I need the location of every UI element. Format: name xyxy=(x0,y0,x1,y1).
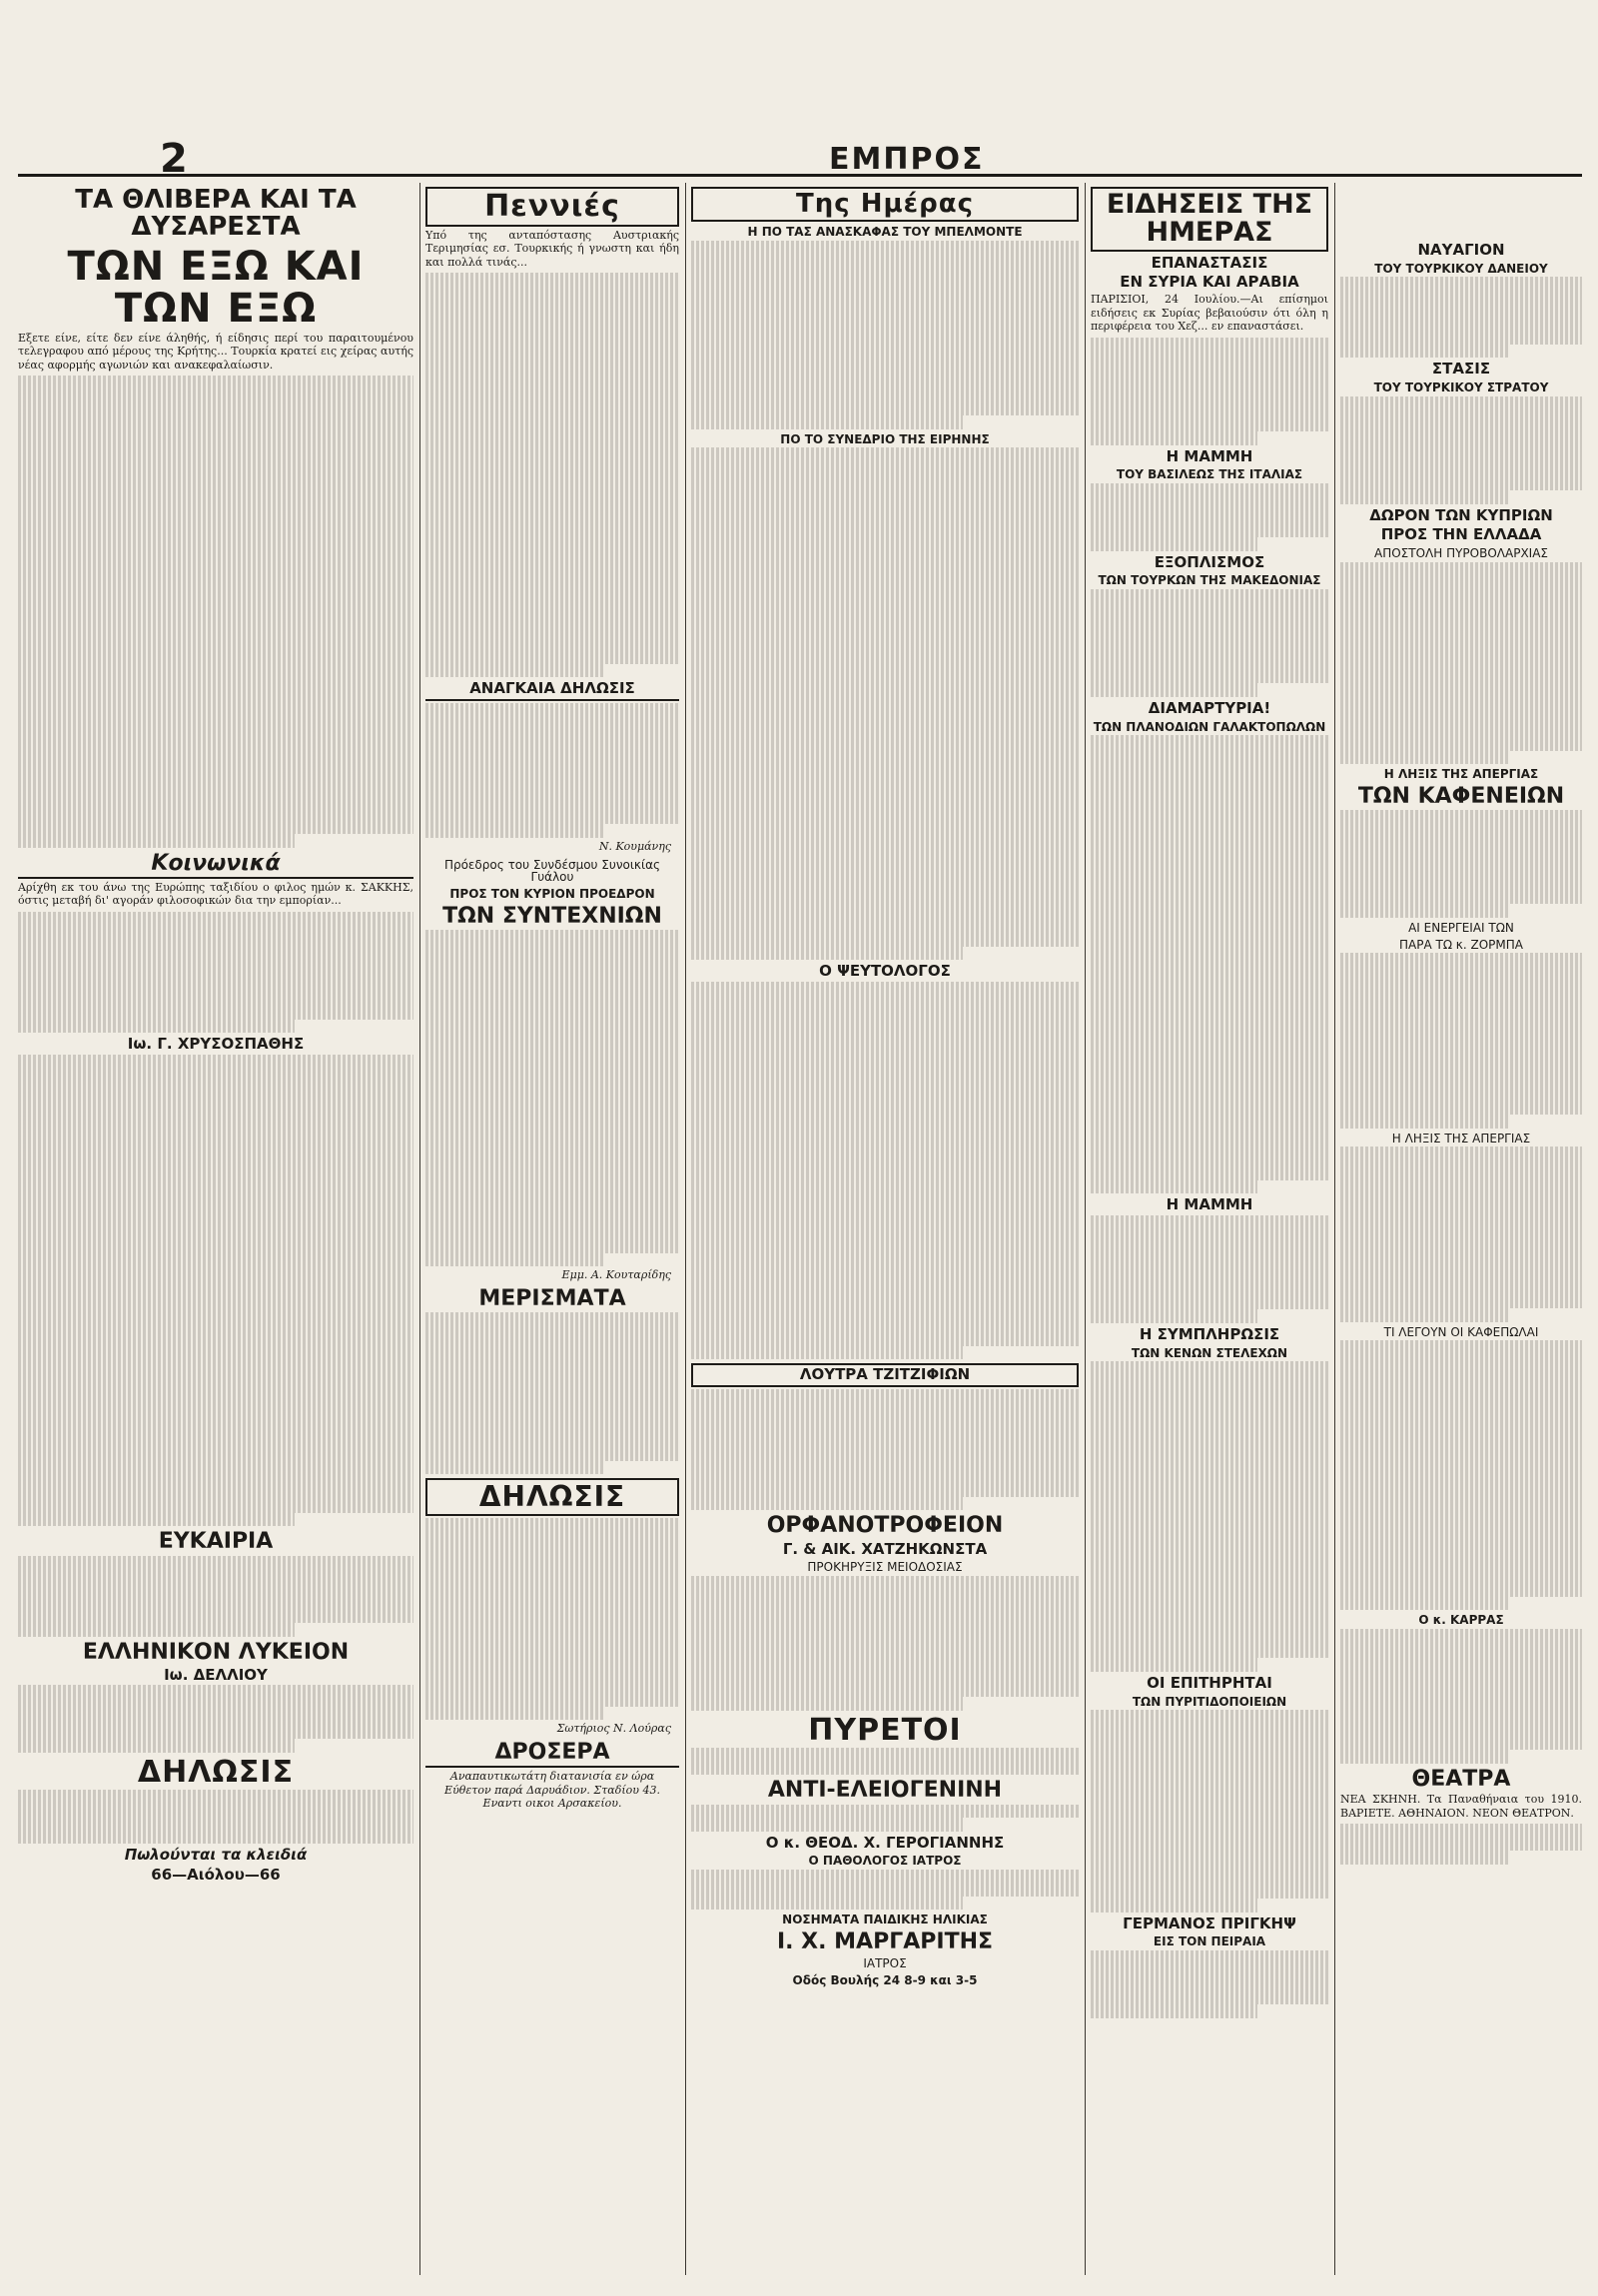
sympl-lines xyxy=(1091,1361,1328,1672)
eirini-lines xyxy=(691,447,1079,960)
syntexnion-title-2: ΤΩΝ ΣΥΝΤΕΧΝΙΩΝ xyxy=(442,903,662,929)
column-4 xyxy=(1091,183,1328,2275)
koinonika-lines xyxy=(18,912,413,1034)
german-title: ΓΕΡΜΑΝΟΣ ΠΡΙΓΚΗΨ xyxy=(1123,1913,1296,1932)
revo-sub: ΕΝ ΣΥΡΙΑ ΚΑΙ ΑΡΑΒΙΑ xyxy=(1120,273,1299,292)
diam-lines xyxy=(1091,735,1328,1193)
pennies-text: Υπό της ανταπόστασης Αυστριακής Τεριμησίας εσ. Τουρκικής ή γνωστη και ήδη και πολλά τινάς... xyxy=(425,228,679,269)
koinonika-title: Κοινωνικά xyxy=(18,852,413,879)
paper-name: ΕΜΠΡΟΣ xyxy=(829,142,985,177)
epit-lines xyxy=(1091,1710,1328,1913)
column-rule xyxy=(1334,183,1335,2275)
doctor-lines xyxy=(18,1055,413,1527)
doctor-sub: Ο ΠΑΘΟΛΟΓΟΣ ΙΑΤΡΟΣ xyxy=(808,1854,962,1869)
diam-title: ΔΙΑΜΑΡΤΥΡΙΑ! xyxy=(1148,698,1271,717)
pyretoi-lines xyxy=(691,1748,1079,1775)
lykeion-lines xyxy=(18,1685,413,1753)
exopl-title: ΕΞΟΠΛΙΣΜΟΣ xyxy=(1154,552,1265,571)
sympl-title: Η ΣΥΜΠΛΗΡΩΣΙΣ xyxy=(1139,1324,1280,1343)
doctor-title: Ο κ. ΘΕΟΔ. Χ. ΓΕΡΟΓΙΑΝΝΗΣ xyxy=(765,1833,1005,1852)
orfano-lines xyxy=(691,1576,1079,1711)
diam-sub: ΤΩΝ ΠΛΑΝΟΔΙΩΝ ΓΑΛΑΚΤΟΠΩΛΩΝ xyxy=(1093,719,1326,734)
lead-text: Εξετε είνε, είτε δεν είνε άληθής, ή είδησις περί του παραιτουμένου τελεγραφου από μέρους της Κρήτης... Τουρκία κρατεί εις χείρας αυτής νέας αφορμής αγωνιών και ανακεφαλαίωσιν. xyxy=(18,331,413,372)
doctor-name: Ιω. Γ. ΧΡΥΣΟΣΠΑΘΗΣ xyxy=(127,1035,305,1054)
masthead xyxy=(18,138,1582,177)
dilosis-title: ΔΗΛΩΣΙΣ xyxy=(137,1754,295,1790)
doron-lines xyxy=(1340,562,1582,765)
lead-text-lines xyxy=(18,376,413,848)
orfano-title: ΟΡΦΑΝΟΤΡΟΦΕΙΟΝ xyxy=(766,1513,1004,1539)
loutra-title: ΛΟΥΤΡΑ ΤΖΙΤΖΙΦΙΩΝ xyxy=(691,1363,1079,1387)
anagkaia-lines xyxy=(425,703,679,838)
anagkaia-role: Πρόεδρος του Συνδέσμου Συνοικίας Γυάλου xyxy=(443,857,661,885)
lykeion-sub: Ιω. ΔΕΛΛΙΟΥ xyxy=(164,1665,268,1684)
nosimata-title: ΝΟΣΗΜΑΤΑ ΠΑΙΔΙΚΗΣ ΗΛΙΚΙΑΣ xyxy=(782,1913,988,1927)
energeiai-title: ΑΙ ΕΝΕΡΓΕΙΑΙ ΤΩΝ xyxy=(1408,920,1514,935)
revo-title: ΕΠΑΝΑΣΤΑΣΙΣ xyxy=(1151,253,1268,272)
lead-title-1: ΤΑ ΘΛΙΒΕΡΑ ΚΑΙ ΤΑ ΔΥΣΑΡΕΣΤΑ xyxy=(75,185,357,243)
lixis-title: Η ΛΗΞΙΣ ΤΗΣ ΑΠΕΡΓΙΑΣ xyxy=(1383,767,1539,782)
epit-title: ΟΙ ΕΠΙΤΗΡΗΤΑΙ xyxy=(1147,1673,1272,1692)
koinonika-text: Αρίχθη εκ του άνω της Ευρώπης ταξιδίου ο φιλος ημών κ. ΣΑΚΚΗΣ, όστις μεταβή δι' αγοράν φιλοσοφικών δια την εμπορίαν... xyxy=(18,880,413,908)
exopl-lines xyxy=(1091,589,1328,697)
syntexnion-signature: Εμμ. Α. Κουταρίδης xyxy=(561,1268,671,1282)
news-title-continuation xyxy=(1340,183,1582,239)
drosera-title: ΔΡΟΣΕΡΑ xyxy=(425,1741,679,1768)
column-rule xyxy=(685,183,686,2275)
hmeras-title: Της Ημέρας xyxy=(691,187,1079,222)
lixis2-lines xyxy=(1340,1147,1582,1322)
pseudologos-lines xyxy=(691,982,1079,1359)
theatra-title: ΘΕΑΤΡΑ xyxy=(1411,1766,1511,1792)
eirini-title: ΠΟ ΤΟ ΣΥΝΕΔΡΙΟ ΤΗΣ ΕΙΡΗΝΗΣ xyxy=(780,431,990,446)
mammi-sub: ΤΟΥ ΒΑΣΙΛΕΩΣ ΤΗΣ ΙΤΑΛΙΑΣ xyxy=(1116,467,1303,482)
doron-sub2: ΑΠΟΣΤΟΛΗ ΠΥΡΟΒΟΛΑΡΧΙΑΣ xyxy=(1374,546,1548,561)
anagkaia-title: ΑΝΑΓΚΑΙΑ ΔΗΛΩΣΙΣ xyxy=(425,681,679,701)
revo-lines xyxy=(1091,338,1328,445)
footer-phone: 66—Αιόλου—66 xyxy=(151,1866,281,1885)
stasis-sub: ΤΟΥ ΤΟΥΡΚΙΚΟΥ ΣΤΡΑΤΟΥ xyxy=(1373,381,1549,395)
margaritis-address: Οδός Βουλής 24 8-9 και 3-5 xyxy=(792,1972,978,1987)
drosera-text: Αναπαυτικωτάτη διατανισία εν ώρα Εύθετον παρά Δαρυάδιον. Σταδίου 43. Εναντι οικοι Αρσακείου. xyxy=(444,1770,660,1811)
epit-sub: ΤΩΝ ΠΥΡΙΤΙΔΟΠΟΙΕΙΩΝ xyxy=(1132,1694,1287,1709)
anagkaia-signature: Ν. Κουμάνης xyxy=(598,839,671,853)
footer-line: Πωλούνται τα κλειδιά xyxy=(124,1846,308,1865)
lixis-lines xyxy=(1340,810,1582,918)
lykeion-title: ΕΛΛΗΝΙΚΟΝ ΛΥΚΕΙΟΝ xyxy=(82,1639,350,1665)
legoun-title: ΤΙ ΛΕΓΟΥΝ ΟΙ ΚΑΦΕΠΩΛΑΙ xyxy=(1383,1324,1539,1339)
pennies-title: Πεννιές xyxy=(425,187,679,227)
pseudologos-title: Ο ΨΕΥΤΟΛΟΓΟΣ xyxy=(819,962,951,981)
energeiai-sub: ΠΑΡΑ ΤΩ κ. ΖΟΡΜΠΑ xyxy=(1399,937,1523,952)
newspaper-page xyxy=(18,8,1582,2285)
margaritis-title: Ι. Χ. ΜΑΡΓΑΡΙΤΗΣ xyxy=(776,1928,994,1954)
sympl-sub: ΤΩΝ ΚΕΝΩΝ ΣΤΕΛΕΧΩΝ xyxy=(1131,1345,1288,1360)
pyretoi-title: ΠΥΡΕΤΟΙ xyxy=(808,1712,962,1748)
lixis-sub: ΤΩΝ ΚΑΦΕΝΕΙΩΝ xyxy=(1357,783,1565,809)
syntexnion-lines xyxy=(425,930,679,1267)
eukairia-lines xyxy=(18,1556,413,1637)
pennies-lines xyxy=(425,273,679,677)
nauagion-sub: ΤΟΥ ΤΟΥΡΚΙΚΟΥ ΔΑΝΕΙΟΥ xyxy=(1374,261,1548,276)
dilosis2-lines xyxy=(425,1518,679,1721)
energeiai-lines xyxy=(1340,953,1582,1129)
stasis-lines xyxy=(1340,396,1582,504)
dilosis2-signature: Σωτήριος Ν. Λούρας xyxy=(556,1722,671,1736)
karras-lines xyxy=(1340,1629,1582,1764)
merisma-title: ΜΕΡΙΣΜΑΤΑ xyxy=(478,1286,626,1312)
dilosis2-title: ΔΗΛΩΣΙΣ xyxy=(425,1478,679,1515)
exopl-sub: ΤΩΝ ΤΟΥΡΚΩΝ ΤΗΣ ΜΑΚΕΔΟΝΙΑΣ xyxy=(1098,573,1321,588)
mammi-title: Η ΜΑΜΜΗ xyxy=(1166,446,1253,465)
loutra-lines xyxy=(691,1389,1079,1511)
orfano-sub2: ΠΡΟΚΗΡΥΞΙΣ ΜΕΙΟΔΟΣΙΑΣ xyxy=(807,1560,963,1575)
nauagion-title: ΝΑΥΑΓΙΟΝ xyxy=(1417,241,1505,259)
lead-title-2: ΤΩΝ ΕΞΩ ΚΑΙ ΤΩΝ ΕΞΩ xyxy=(67,243,365,332)
column-rule xyxy=(1085,183,1086,2275)
mammi2-title: Η ΜΑΜΜΗ xyxy=(1166,1195,1253,1214)
theatra-lines xyxy=(1340,1824,1582,1865)
column-5 xyxy=(1340,183,1582,2275)
karras-title: Ο κ. ΚΑΡΡΑΣ xyxy=(1418,1613,1504,1628)
mammi2-lines xyxy=(1091,1215,1328,1323)
merisma-lines xyxy=(425,1312,679,1474)
german-lines xyxy=(1091,1950,1328,2018)
column-rule xyxy=(419,183,420,2275)
dilosis-lines xyxy=(18,1790,413,1844)
orfano-sub: Γ. & ΑΙΚ. ΧΑΤΖΗΚΩΝΣΤΑ xyxy=(782,1539,988,1558)
page-number: 2 xyxy=(160,136,188,182)
syntexnion-title-1: ΠΡΟΣ ΤΟΝ ΚΥΡΙΟΝ ΠΡΟΕΔΡΟΝ xyxy=(449,886,655,901)
stasis-title: ΣΤΑΣΙΣ xyxy=(1431,360,1491,379)
margaritis-sub: ΙΑΤΡΟΣ xyxy=(863,1956,907,1971)
lixis2-title: Η ΛΗΞΙΣ ΤΗΣ ΑΠΕΡΓΙΑΣ xyxy=(1391,1131,1531,1146)
legoun-lines xyxy=(1340,1340,1582,1610)
mammi-lines xyxy=(1091,483,1328,551)
theatra-text: ΝΕΑ ΣΚΗΝΗ. Τα Παναθήναια του 1910. ΒΑΡΙΕΤΕ. ΑΘΗΝΑΙΟΝ. ΝΕΟΝ ΘΕΑΤΡΟΝ. xyxy=(1340,1793,1582,1820)
anti-lines xyxy=(691,1805,1079,1832)
column-1 xyxy=(18,183,413,2275)
doron-sub: ΠΡΟΣ ΤΗΝ ΕΛΛΑΔΑ xyxy=(1380,525,1542,544)
german-sub: ΕΙΣ ΤΟΝ ΠΕΙΡΑΙΑ xyxy=(1153,1934,1266,1949)
anti-title: ΑΝΤΙ-ΕΛΕΙΟΓΕΝΙΝΗ xyxy=(767,1778,1003,1804)
doctor3-lines xyxy=(691,1870,1079,1911)
column-3 xyxy=(691,183,1079,2275)
revo-text: ΠΑΡΙΣΙΟΙ, 24 Ιουλίου.—Αι επίσημοι ειδήσεις εκ Συρίας βεβαιούσιν ότι όλη η περιφέρεια του Χεζ... εν επαναστάσει. xyxy=(1091,293,1328,334)
hmeras-lines xyxy=(691,241,1079,429)
column-2 xyxy=(425,183,679,2275)
doron-title: ΔΩΡΟΝ ΤΩΝ ΚΥΠΡΙΩΝ xyxy=(1369,505,1553,524)
nauagion-lines xyxy=(1340,277,1582,358)
hmeras-sub: Η ΠΟ ΤΑΣ ΑΝΑΣΚΑΦΑΣ ΤΟΥ ΜΠΕΛΜΟΝΤΕ xyxy=(747,225,1023,240)
eukairia-title: ΕΥΚΑΙΡΙΑ xyxy=(158,1529,274,1555)
news-title: ΕΙΔΗΣΕΙΣ ΤΗΣ ΗΜΕΡΑΣ xyxy=(1091,187,1328,252)
